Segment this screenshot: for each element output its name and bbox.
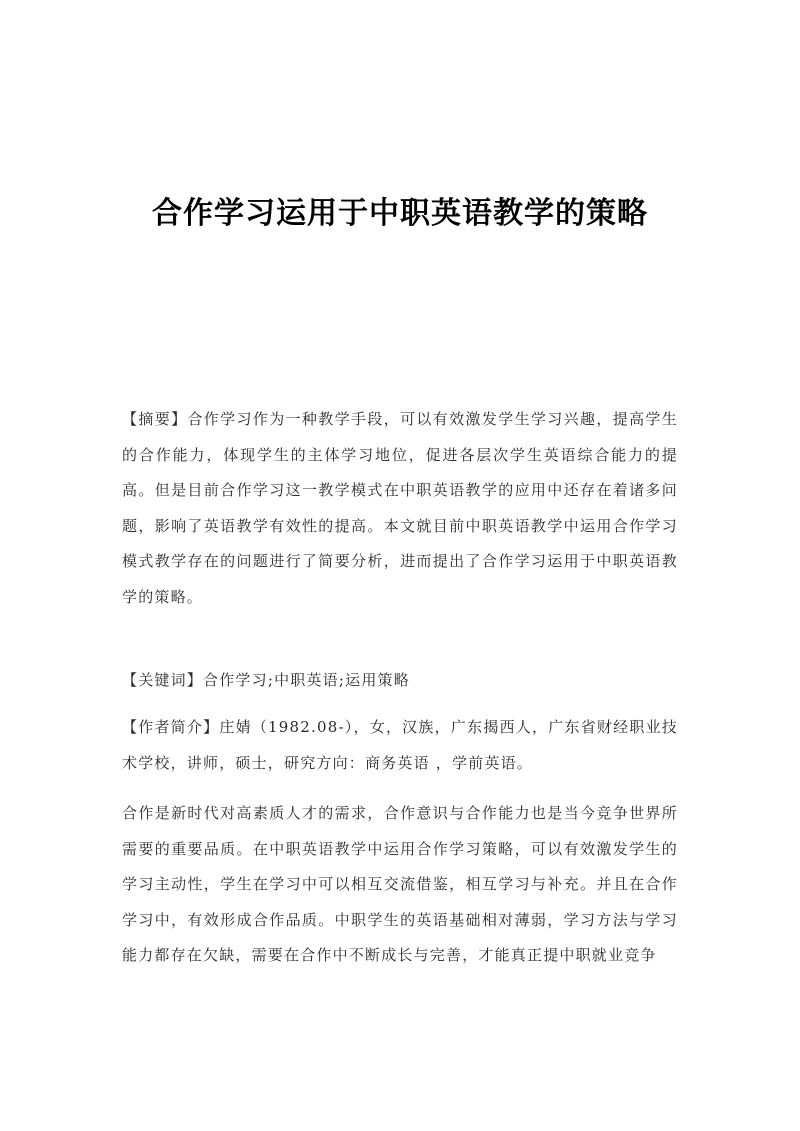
- intro-text: 合作是新时代对高素质人才的需求，合作意识与合作能力也是当今竞争世界所需要的重要品质。在中职英语教学中运用合作学习策略，可以有效激发学生的学习主动性，学生在学习中可以相互交流借鉴，相互学习与补充。并且在合作学习中，有效形成合作品质。中职学生的英语基础相对薄弱，学习方法与学习能力都存在欠缺，需要在合作中不断成长与完善，才能真正提中职就业竞争: [122, 804, 678, 964]
- keywords-text: 合作学习;中职英语;运用策略: [203, 671, 410, 689]
- author-bio-label: 【作者简介】: [122, 718, 220, 736]
- keywords-paragraph: [122, 663, 678, 699]
- page-title: 合作学习运用于中职英语教学的策略: [152, 196, 648, 231]
- intro-paragraph: [122, 796, 678, 974]
- abstract-text: 合作学习作为一种教学手段，可以有效激发学生学习兴趣，提高学生的合作能力，体现学生的主体学习地位，促进各层次学生英语综合能力的提高。但是目前合作学习这一教学模式在中职英语教学的应用中还存在着诸多问题，影响了英语教学有效性的提高。本文就目前中职英语教学中运用合作学习模式教学存在的问题进行了简要分析，进而提出了合作学习运用于中职英语教学的策略。: [122, 410, 678, 606]
- author-bio-text: 庄婧（1982.08-），女，汉族，广东揭西人，广东省财经职业技术学校，讲师，硕士，研究方向：商务英语 ，学前英语。: [122, 718, 679, 772]
- keywords-label: 【关键词】: [122, 671, 204, 689]
- abstract-label: 【摘要】: [122, 410, 188, 428]
- author-bio-paragraph: [122, 710, 678, 781]
- abstract-paragraph: [122, 402, 678, 615]
